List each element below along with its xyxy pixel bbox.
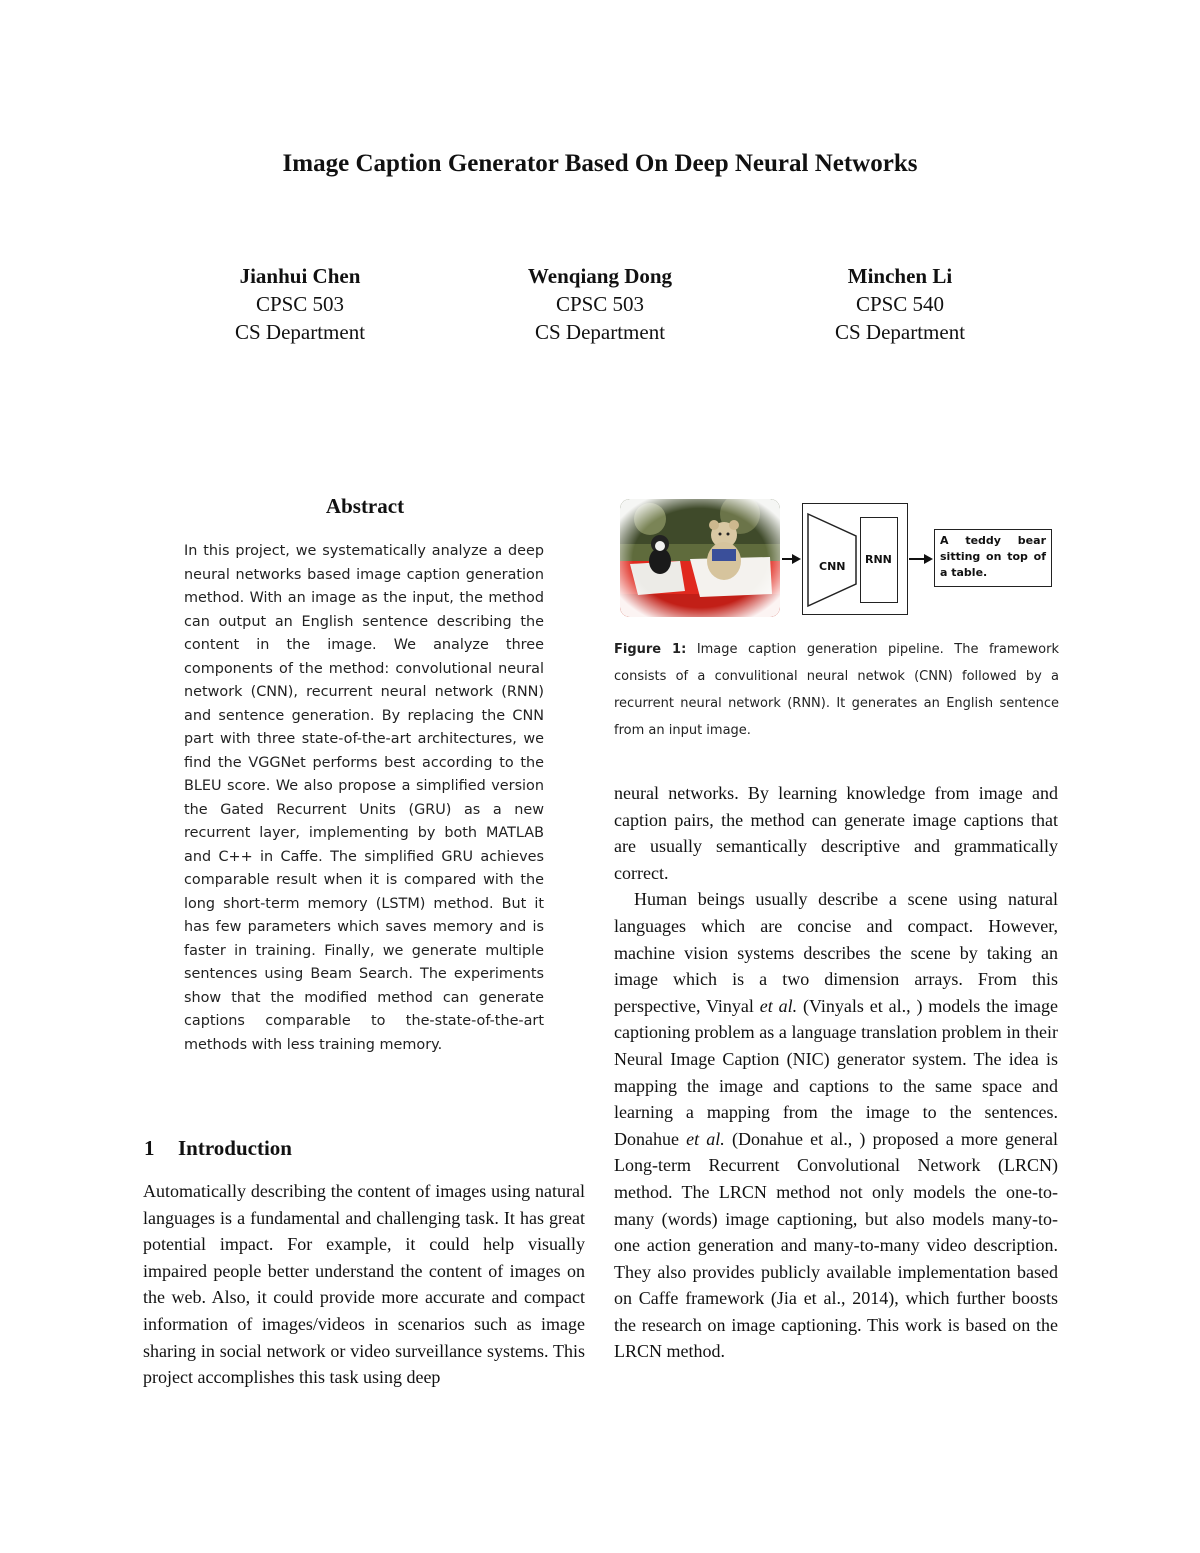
paper-title: Image Caption Generator Based On Deep Neural Networks (282, 150, 918, 177)
figure-label: Figure 1: (614, 642, 687, 657)
citation-etal: et al. (686, 1128, 725, 1149)
network-box (802, 503, 908, 615)
arrow-head-icon (792, 554, 801, 564)
intro-text-segment: (Vinyals et al., ) models the image captioning problem as a language translation problem in their Neural Image Caption (NIC) generator system. The idea is mapping the image and captions to the same space and learning a mapping from the image to the sentences. Donahue (614, 995, 1058, 1149)
author-course: CPSC 540 (855, 292, 945, 316)
author-course: CPSC 503 (255, 292, 345, 316)
section-title: Introduction (178, 1136, 292, 1160)
author-name: Minchen Li (847, 264, 953, 288)
cnn-label: CNN (819, 560, 846, 573)
rnn-label: RNN (865, 553, 892, 566)
output-sentence-box: A teddy bear sitting on top of a table. (934, 529, 1052, 587)
intro-text-segment: Human beings usually describe a scene using natural languages which are concise and compact. However, machine vision systems describes the scene by taking an image which is a two dimension arrays. From this perspective, Vinyal (614, 889, 1058, 1016)
arrow-to-output (909, 558, 925, 560)
figure-caption-text: Image caption generation pipeline. The framework consists of a convulitional neural netwok (CNN) followed by a recurrent neural network (RNN). It generates an English sentence from an input image. (614, 642, 1059, 738)
author-course: CPSC 503 (555, 292, 645, 316)
author-name: Wenqiang Dong (527, 264, 673, 288)
section-heading-introduction (144, 1136, 584, 1161)
intro-text-segment: (Donahue et al., ) proposed a more general Long-term Recurrent Convolutional Network (LRCN) method. The LRCN method not only models the one-to-many (words) image captioning, but also models many-to-one action generation and many-to-many video description. They also provides publicly available implementation based on Caffe framework (Jia et al., 2014), which further boosts the research on image captioning. This work is based on the LRCN method. (614, 1128, 1058, 1362)
intro-paragraph-1: Automatically describing the content of images using natural languages is a fundamental and challenging task. It has great potential impact. For example, it could help visually impaired people better understand the content of images on the web. Also, it could provide more accurate and compact information of images/videos in scenarios such as image sharing in social network or video surveillance systems. This project accomplishes this task using deep (143, 1181, 585, 1388)
abstract-text: In this project, we systematically analyze a deep neural networks based image caption generation method. With an image as the input, the method can output an English sentence describing the content in the image. We analyze three components of the method: convolutional neural network (CNN), recurrent neural network (RNN) and sentence generation. By replacing the CNN part with three state-of-the-art architectures, we find the VGGNet performs best according to the BLEU score. We also propose a simplified version the Gated Recurrent Units (GRU) as a new recurrent layer, implementing by both MATLAB and C++ in Caffe. The simplified GRU achieves comparable result when it is compared with the long short-term memory (LSTM) method. But it has few parameters which saves memory and is faster in training. Finally, we generate multiple sentences using Beam Search. The experiments show that the modified method can generate captions comparable to the-state-of-the-art methods with less training memory. (184, 543, 544, 1053)
figure-caption (614, 636, 1059, 744)
arrow-head-icon (924, 554, 933, 564)
intro-paragraph-2 (614, 886, 1058, 1365)
author-block-2 (450, 262, 750, 346)
citation-etal: et al. (759, 995, 798, 1016)
abstract-heading: Abstract (325, 494, 405, 518)
intro-right-column (614, 780, 1058, 1365)
section-number: 1 (144, 1136, 155, 1160)
author-name: Jianhui Chen (239, 264, 361, 288)
author-block-1 (150, 262, 450, 346)
author-department: CS Department (534, 320, 666, 344)
photo-illustration (620, 499, 780, 617)
author-block-3 (750, 262, 1050, 346)
teddy-bear-photo (620, 499, 780, 617)
author-department: CS Department (234, 320, 366, 344)
figure-pipeline (614, 495, 1059, 625)
author-department: CS Department (834, 320, 966, 344)
intro-paragraph-1-continued: neural networks. By learning knowledge from image and caption pairs, the method can generate image captions that are usually semantically descriptive and grammatically correct. (614, 783, 1058, 883)
rnn-box (860, 517, 898, 603)
